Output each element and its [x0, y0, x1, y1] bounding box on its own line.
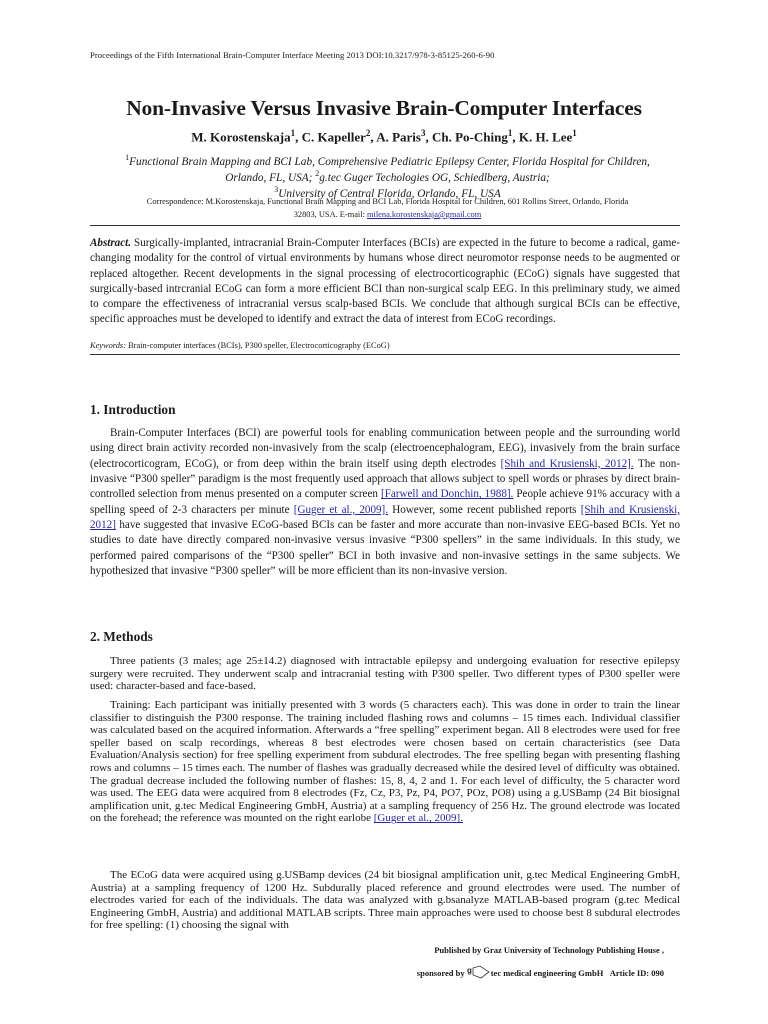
citation-link[interactable]: [Farwell and Donchin, 1988]. [381, 488, 514, 501]
aff1-line1: Functional Brain Mapping and BCI Lab, Comprehensive Pediatric Epilepsy Center, Florida Hospital for Children, [129, 155, 650, 168]
logo-mark: g [466, 966, 472, 975]
methods-text: Training: Each participant was initially presented with 3 words (5 characters each). This was done in order to train the linear classifier to distinguish the P300 response. The training included flashing rows and columns – 15 times each. Individual classifier was calculated based on the acquired information. Afterwards a “free spelling” experiment began. All 8 electrodes were used for free speller based on scalp recordings, whereas 8 best electrodes were chosen based on certain characteristics (see Data Evaluation/Analysis section) for free spelling experiment from subdural electrodes. The free spelling began with presenting flashing rows and columns – 15 times each. The number of flashes was gradually decreased while the desired level of difficulty was obtained. The gradual decrease included the following number of flashes: 15, 8, 4, 2 and 1. For each level of difficulty, the 5 character word was used. The EEG data were acquired from 8 electrodes (Fz, Cz, P3, Pz, P4, PO7, POz, PO8) using a g.USBamp (24 Bit biosignal amplification unit, g.tec Medical Engineering GmbH, Austria) at a sampling frequency of 256 Hz. The ground electrode was located on the forehead; the reference was mounted on the right earlobe [90, 699, 680, 825]
author-list [0, 128, 768, 145]
intro-text: People achieve 91% accuracy with a spelling speed of 2-3 characters per minute [90, 488, 681, 516]
aff1-line2: Orlando, FL, USA; [225, 171, 313, 184]
correspondence [90, 195, 685, 221]
keywords-text: Brain-computer interfaces (BCIs), P300 speller, Electrocorticography (ECoG) [128, 341, 390, 350]
abstract-text: Surgically-implanted, intracranial Brain-Computer Interfaces (BCIs) are expected in the future to become a radical, game-changing modality for the control of virtual environments by humans whose direct neuromotor response needs to be augmented or replaced altogether. Recent developments in the signal processing of electrocorticographic (ECoG) signals have suggested that surgically-based intrcranial ECoG can form a more efficient BCI than non-surgical scalp EEG. In this preliminary study, we aimed to compare the effectiveness of intracranial versus scalp-based BCIs. We conclude that although surgical BCIs can be effective, specific approaches must be developed to identify and extract the data of interest from ECoG recordings. [90, 237, 680, 326]
citation-link[interactable]: [Guger et al., 2009]. [373, 812, 463, 825]
section-heading-methods: 2. Methods [90, 629, 153, 644]
author-sep: , [295, 129, 302, 145]
author-sep: , [425, 129, 432, 145]
sponsor-company: tec medical engineering GmbH [490, 968, 604, 978]
abstract-label: Abstract. [90, 237, 131, 249]
affiliation-1 [90, 152, 685, 199]
email-link[interactable]: milena.korostenskaja@gmail.com [367, 210, 482, 219]
abstract [90, 236, 680, 328]
introduction-paragraph [90, 426, 680, 579]
footer-publisher: Published by Graz University of Technology Publishing House , [434, 945, 664, 955]
author-sup: 3 [420, 128, 426, 138]
aff1-sup: 1 [125, 153, 130, 162]
divider-top [90, 225, 680, 226]
footer-sponsor [417, 965, 664, 979]
author-sup: 1 [290, 128, 296, 138]
intro-text: have suggested that invasive ECoG-based BCIs can be faster and more accurate than non-invasive EEG-based BCIs. Yet no studies to date have directly compared non-invasive versus invasive “P300 spellers” in the same individuals. In this study, we performed paired comparisons of the “P300 speller” BCI in both invasive and non-invasive settings in the same subjects. We hypothesized that invasive “P300 speller” will be more efficient than its non-invasive version. [90, 519, 681, 578]
aff3-text: University of Central Florida, Orlando, FL, USA [278, 187, 501, 200]
article-id: Article ID: 090 [609, 968, 664, 978]
divider-bottom [90, 354, 680, 355]
citation-link[interactable]: [Shih and Krusienski, 2012] [90, 503, 680, 532]
citation-link[interactable]: [Shih and Krusienski, 2012]. [500, 457, 634, 470]
keywords [90, 341, 680, 350]
methods-paragraph-2 [90, 699, 680, 825]
gtec-logo-icon [467, 965, 491, 979]
running-head: Proceedings of the Fifth International Brain-Computer Interface Meeting 2013 DOI:10.3217/978-3-85125-260-6-90 [90, 50, 495, 60]
aff2-text: g.tec Guger Techologies OG, Schiedlberg, Austria; [319, 171, 550, 184]
intro-text: However, some recent published reports [392, 503, 577, 516]
author-sup: 1 [572, 128, 577, 138]
aff3-sup: 3 [274, 184, 279, 194]
paper-title: Non-Invasive Versus Invasive Brain-Computer Interfaces [126, 96, 642, 120]
sponsored-label: sponsored by [416, 968, 465, 978]
author-name: Ch. Po-Ching [431, 129, 508, 145]
correspondence-line1: Correspondence: M.Korostenskaja, Functional Brain Mapping and BCI Lab, Florida Hospital for Children, 601 Rollins Street, Orlando, Florida [146, 197, 629, 206]
author-name: K. H. Lee [518, 129, 573, 145]
author-name: M. Korostenskaja [191, 129, 291, 145]
keywords-label: Keywords: [90, 341, 126, 350]
author-name: A. Paris [376, 129, 421, 145]
author-sup: 2 [365, 128, 371, 138]
methods-paragraph-1: Three patients (3 males; age 25±14.2) diagnosed with intractable epilepsy and undergoing evaluation for resective epilepsy surgery were recruited. They underwent scalp and intracranial testing with P300 speller. Two different types of P300 speller were used: character-based and face-based. [90, 655, 680, 693]
correspondence-line2: 32803, USA. E-mail: [293, 210, 365, 219]
author-name: C. Kapeller [301, 129, 366, 145]
intro-text: Brain-Computer Interfaces (BCI) are powerful tools for enabling communication between people and the surrounding world using direct brain activity recorded non-invasively from the scalp (electroencephalogram, EEG), invasively from the brain surface (electrocorticogram, ECoG), or from deep within the brain itself using depth electrodes [90, 427, 680, 470]
section-heading-introduction: 1. Introduction [90, 402, 176, 417]
author-sep: , [512, 129, 519, 145]
author-sup: 1 [507, 128, 513, 138]
methods-paragraph-3: The ECoG data were acquired using g.USBamp devices (24 bit biosignal amplification unit, g.tec Medical Engineering GmbH, Austria) at a sampling frequency of 1200 Hz. Subdurally placed reference and ground electrodes were used. The number of electrodes varied for each of the individuals. The data was analyzed with g.bsanalyze MATLAB-based program (g.tec Medical Engineering GmbH, Austria) and additional MATLAB scripts. Three main approaches were used to choose best 8 subdural electrodes for free spelling: (1) choosing the signal with [90, 869, 680, 932]
aff2-sup: 2 [315, 168, 320, 178]
author-sep: , [370, 129, 377, 145]
intro-text: The non-invasive “P300 speller” paradigm is the most frequently used approach that allows subject to spell words or phrases by direct brain-controlled selection from menus presented on a computer screen [90, 457, 681, 501]
citation-link[interactable]: [Guger et al., 2009]. [293, 503, 389, 516]
